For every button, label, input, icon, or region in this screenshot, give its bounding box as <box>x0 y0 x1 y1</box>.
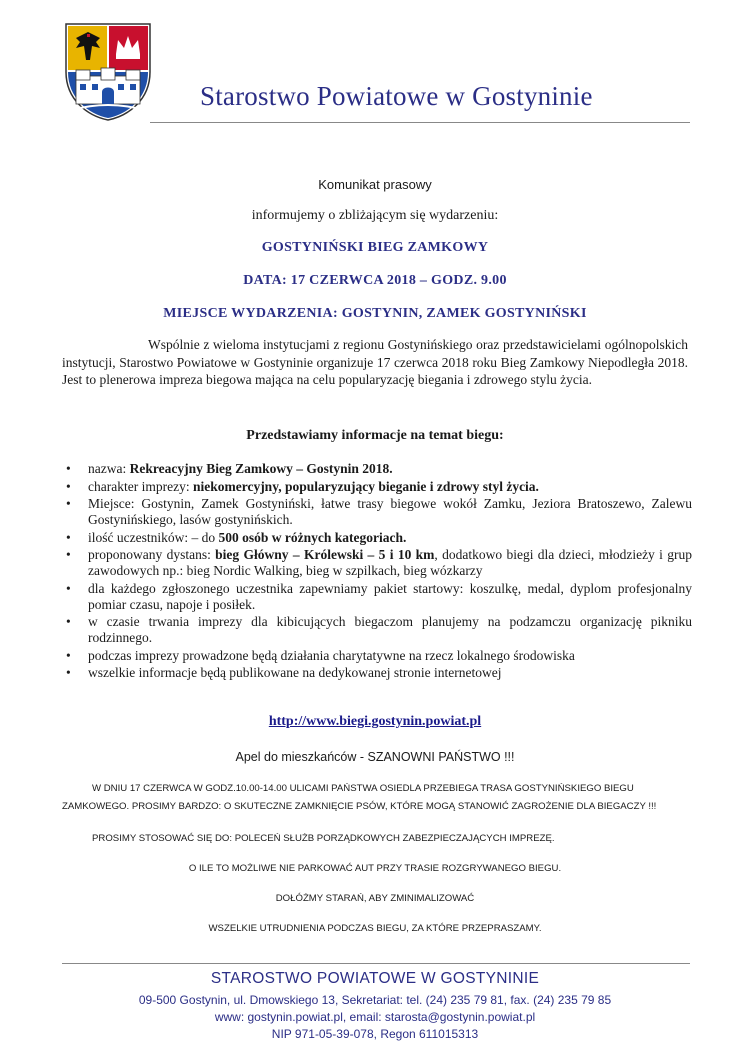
bullet-icon: • <box>66 547 71 562</box>
bullet-icon: • <box>66 614 71 629</box>
appeal-line-6: WSZELKIE UTRUDNIENIA PODCZAS BIEGU, ZA KTÓRE PRZEPRASZAMY. <box>208 923 542 934</box>
appeal-line-2: ZAMKOWEGO. PROSIMY BARDZO: O SKUTECZNE ZAMKNIĘCIE PSÓW, KTÓRE MOGĄ STANOWIĆ ZAGROŻENIE DLA BIEGACZY !!! <box>62 801 657 812</box>
county-crest-logo <box>62 20 154 122</box>
footer-ids: NIP 971-05-39-078, Regon 611015313 <box>271 1027 479 1041</box>
event-name: GOSTYNIŃSKI BIEG ZAMKOWY <box>261 240 489 255</box>
event-place: MIEJSCE WYDARZENIA: GOSTYNIN, ZAMEK GOSTYNIŃSKI <box>163 306 587 321</box>
list-item: • dla każdego zgłoszonego uczestnika zapewniamy pakiet startowy: koszulkę, medal, dyplom profesjonalny pomiar czasu, napoje i posiłek. <box>66 580 692 612</box>
footer-title: STAROSTWO POWIATOWE W GOSTYNINIE <box>210 970 540 987</box>
footer-divider <box>62 963 690 964</box>
list-item: • podczas imprezy prowadzone będą działania charytatywne na rzecz lokalnego środowiska <box>66 647 575 663</box>
description-text: Wspólnie z wieloma instytucjami z regionu Gostynińskiego oraz przedstawicielami ogólnopolskich instytucji, Starostwo Powiatowe w Gostyninie organizuje 17 czerwca 2018 roku Bieg Zamkowy Niepodległa 2018. Jest to plenerowa impreza biegowa mająca na celu popularyzację biegania i zdrowego stylu życia. <box>62 337 688 387</box>
description-paragraph <box>62 336 688 389</box>
list-item: • ilość uczestników: – do 500 osób w różnych kategoriach. <box>66 529 407 545</box>
bullet-icon: • <box>66 461 71 476</box>
bullet-icon: • <box>66 529 71 545</box>
communique-label: Komunikat prasowy <box>318 177 432 192</box>
info-heading: Przedstawiamy informacje na temat biegu: <box>246 428 504 443</box>
appeal-line-4: O ILE TO MOŻLIWE NIE PARKOWAĆ AUT PRZY TRASIE ROZGRYWANEGO BIEGU. <box>188 863 562 874</box>
header-divider <box>150 122 690 123</box>
bullet-icon: • <box>66 580 71 596</box>
list-item: • Miejsce: Gostynin, Zamek Gostyniński, łatwe trasy biegowe wokół Zamku, Jeziora Bratoszewo, Zalewu Gostynińskiego, lasów gostynińskich. <box>66 496 692 527</box>
intro-lead: informujemy o zbliżającym się wydarzeniu: <box>251 208 499 223</box>
bullet-icon: • <box>66 478 71 494</box>
list-item: • nazwa: Rekreacyjny Bieg Zamkowy – Gostynin 2018. <box>66 461 393 476</box>
footer-contact: www: gostynin.powiat.pl, email: starosta@gostynin.powiat.pl <box>214 1010 536 1024</box>
footer-address: 09-500 Gostynin, ul. Dmowskiego 13, Sekretariat: tel. (24) 235 79 81, fax. (24) 235 79 85 <box>138 993 612 1007</box>
event-website <box>0 712 750 730</box>
appeal-title: Apel do mieszkańców - SZANOWNI PAŃSTWO !!! <box>235 750 515 764</box>
appeal-line-3: PROSIMY STOSOWAĆ SIĘ DO: POLECEŃ SŁUŻB PORZĄDKOWYCH ZABEZPIECZAJĄCYCH IMPREZĘ. <box>92 833 555 844</box>
bullet-icon: • <box>66 647 71 663</box>
event-info-list <box>62 461 692 683</box>
header-title: Starostwo Powiatowe w Gostyninie <box>200 81 593 111</box>
event-website-link[interactable]: http://www.biegi.gostynin.powiat.pl <box>268 714 482 729</box>
list-item: • charakter imprezy: niekomercyjny, popularyzujący bieganie i zdrowy styl życia. <box>66 478 539 494</box>
appeal-line-1: W DNIU 17 CZERWCA W GODZ.10.00-14.00 ULICAMI PAŃSTWA OSIEDLA PRZEBIEGA TRASA GOSTYNIŃSKIEGO BIEGU <box>92 783 634 794</box>
list-item: • wszelkie informacje będą publikowane na dedykowanej stronie internetowej <box>66 665 502 680</box>
list-item: • w czasie trwania imprezy dla kibicujących biegaczom planujemy na podzamczu organizację pikniku rodzinnego. <box>66 614 692 645</box>
bullet-icon: • <box>66 665 71 680</box>
list-item: • proponowany dystans: bieg Główny – Królewski – 5 i 10 km, dodatkowo biegi dla dzieci, młodzieży i grup zawodowych np.: bieg Nordic Walking, bieg w szpilkach, bieg wózkarzy <box>66 547 692 578</box>
event-date: DATA: 17 CZERWCA 2018 – GODZ. 9.00 <box>243 273 507 288</box>
bullet-icon: • <box>66 496 71 511</box>
appeal-line-5: DOŁÓŻMY STARAŃ, ABY ZMINIMALIZOWAĆ <box>275 893 475 904</box>
